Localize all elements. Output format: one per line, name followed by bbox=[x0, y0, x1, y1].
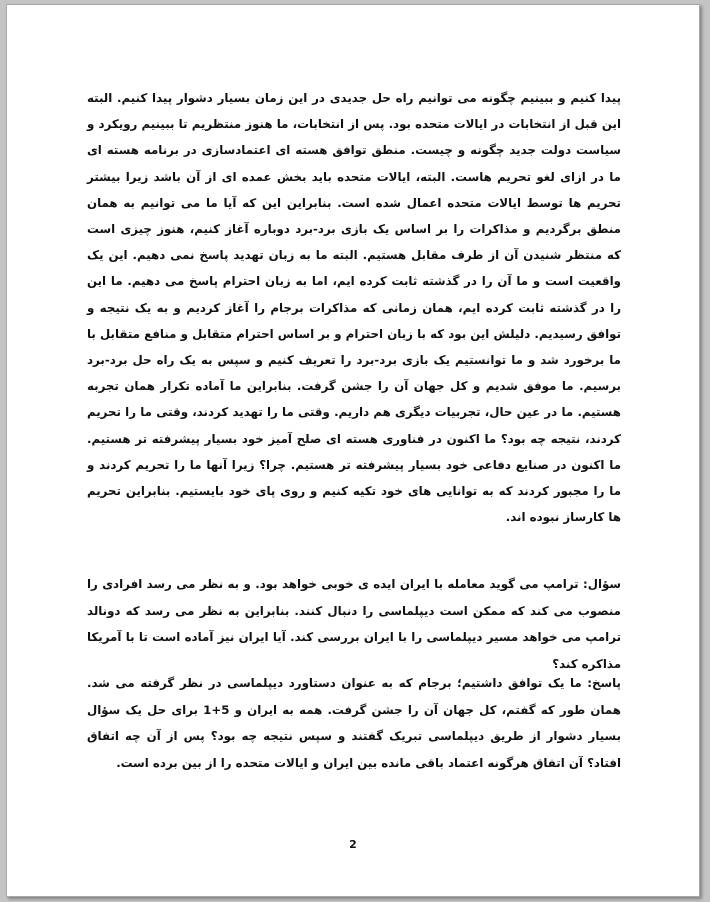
document-page bbox=[6, 4, 700, 897]
paragraph-answer-1: پیدا کنیم و ببینیم چگونه می توانیم راه حل جدیدی در این زمان بسیار دشوار پیدا کنیم. البته این قبل از انتخابات در ایالات متحده بود. پس از انتخابات، ما هنوز منتظریم تا ببینیم رویکرد و سیاست دولت جدید چگونه و چیست. منطق توافق هسته ای اعتمادسازی در برنامه هسته ای ما در ازای لغو تحریم هاست. البته، ایالات متحده باید بخش عمده ای از آن باشد زیرا بیشتر تحریم ها توسط ایالات متحده اعمال شده است. بنابراین این که آیا ما می توانیم به همان منطق برگردیم و مذاکرات را بر اساس یک بازی برد-برد دوباره آغاز کنیم، هنوز چیزی است که منتظر شنیدن آن از طرف مقابل هستیم. البته ما به زبان تهدید پاسخ نمی دهیم. این یک واقعیت است و ما آن را در گذشته ثابت کرده ایم، اما به زبان احترام پاسخ می دهیم. ما این را در گذشته ثابت کرده ایم، همان زمانی که مذاکرات برجام را آغاز کردیم و به یک نتیجه و توافق رسیدیم. دلیلش این بود که با زبان احترام و بر اساس احترام متقابل و منافع متقابل با ما برخورد شد و ما توانستیم یک بازی برد-برد را تعریف کنیم و سپس به یک راه حل برد-برد برسیم. ما موفق شدیم و کل جهان آن را جشن گرفت. بنابراین ما آماده تکرار همان تجربه هستیم. ما در عین حال، تجربیات دیگری هم داریم. وقتی ما را تهدید کردند، وقتی ما را تحریم کردند، نتیجه چه بود؟ ما اکنون در فناوری هسته ای صلح آمیز خود بسیار پیشرفته تر هستیم. ما اکنون در صنایع دفاعی خود بسیار پیشرفته تر هستیم. چرا؟ زیرا آنها ما را تحریم کردند و ما را مجبور کردند که به توانایی های خود تکیه کنیم و روی پای خود بایستیم. بنابراین تحریم ها کارساز نبوده اند. bbox=[87, 91, 621, 525]
paragraph-answer-2: پاسخ: ما یک توافق داشتیم؛ برجام که به عنوان دستاورد دیپلماسی در نظر گرفته می شد. همان طور که گفتم، کل جهان آن را جشن گرفت. همه به ایران و 5+1 برای حل یک سؤال بسیار دشوار از طریق دیپلماسی تبریک گفتند و سپس نتیجه چه بود؟ پس از آن چه اتفاق افتاد؟ آن اتفاق هرگونه اعتماد باقی مانده بین ایران و ایالات متحده را از بین برده است. bbox=[87, 676, 621, 770]
page-number: 2 bbox=[349, 838, 357, 851]
paragraph-question: سؤال: ترامپ می گوید معامله با ایران ایده ی خوبی خواهد بود. و به نظر می رسد افرادی را منصوب می کند که ممکن است دیپلماسی را دنبال کنند. بنابراین به نظر می رسد که دونالد ترامپ می خواهد مسیر دیپلماسی را با ایران بررسی کند. آیا ایران نیز آماده است تا با آمریکا مذاکره کند؟ bbox=[87, 577, 621, 671]
